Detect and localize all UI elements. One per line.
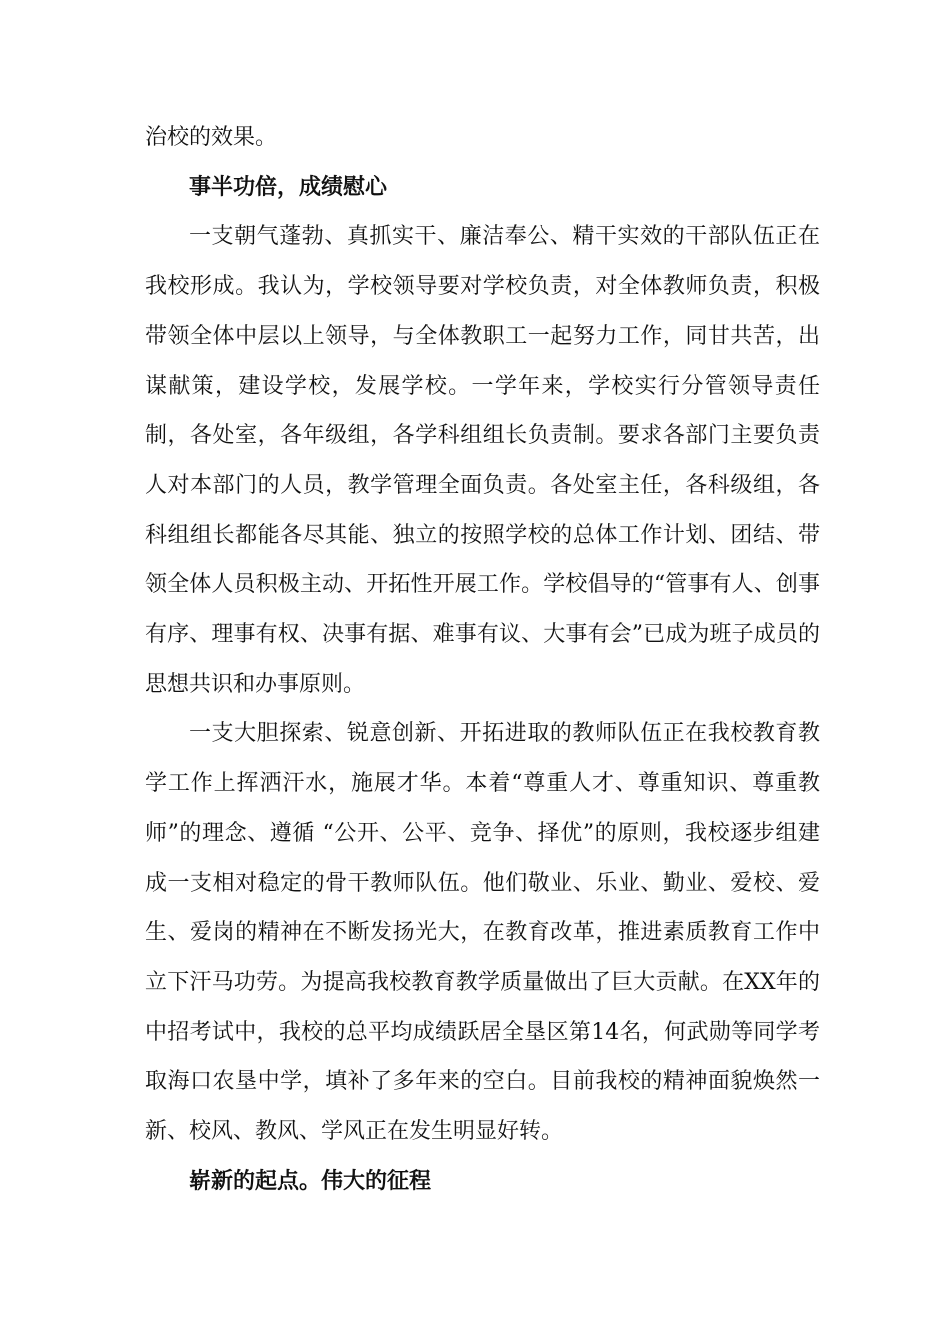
paragraph-cadre-team: 一支朝气蓬勃、真抓实干、廉洁奉公、精干实效的干部队伍正在我校形成。我认为，学校领导要对学校负责，对全体教师负责，积极带领全体中层以上领导，与全体教职工一起努力工作，同甘共苦，出谋献策，建设学校，发展学校。一学年来，学校实行分管领导责任制，各处室，各年级组，各学科组组长负责制。要求各部门主要负责人对本部门的人员，教学管理全面负责。各处室主任，各科级组，各科组组长都能各尽其能、独立的按照学校的总体工作计划、团结、带领全体人员积极主动、开拓性开展工作。学校倡导的“管事有人、创事有序、理事有权、决事有据、难事有议、大事有会”已成为班子成员的思想共识和办事原则。	[145, 224, 820, 697]
section-heading-new-start: 崭新的起点。伟大的征程	[189, 1167, 432, 1194]
paragraph-teacher-team: 一支大胆探索、锐意创新、开拓进取的教师队伍正在我校教育教学工作上挥洒汗水，施展才华。本着“尊重人才、尊重知识、尊重教师”的理念、遵循 “公开、公平、竞争、择优”的原则，我校逐步组建成一支相对稳定的骨干教师队伍。他们敬业、乐业、勤业、爱校、爱生、爱岗的精神在不断发扬光大，在教育改革，推进素质教育工作中立下汗马功劳。为提高我校教育教学质量做出了巨大贡献。在XX年的中招考试中，我校的总平均成绩跃居全垦区第14名，何武勋等同学考取海口农垦中学，填补了多年来的空白。目前我校的精神面貌焕然一新、校风、教风、学风正在发生明显好转。	[145, 721, 820, 1145]
section-heading-achievements: 事半功倍，成绩慰心	[189, 173, 388, 200]
document-body	[145, 113, 820, 1206]
paragraph-continuation: 治校的效果。	[145, 125, 278, 150]
